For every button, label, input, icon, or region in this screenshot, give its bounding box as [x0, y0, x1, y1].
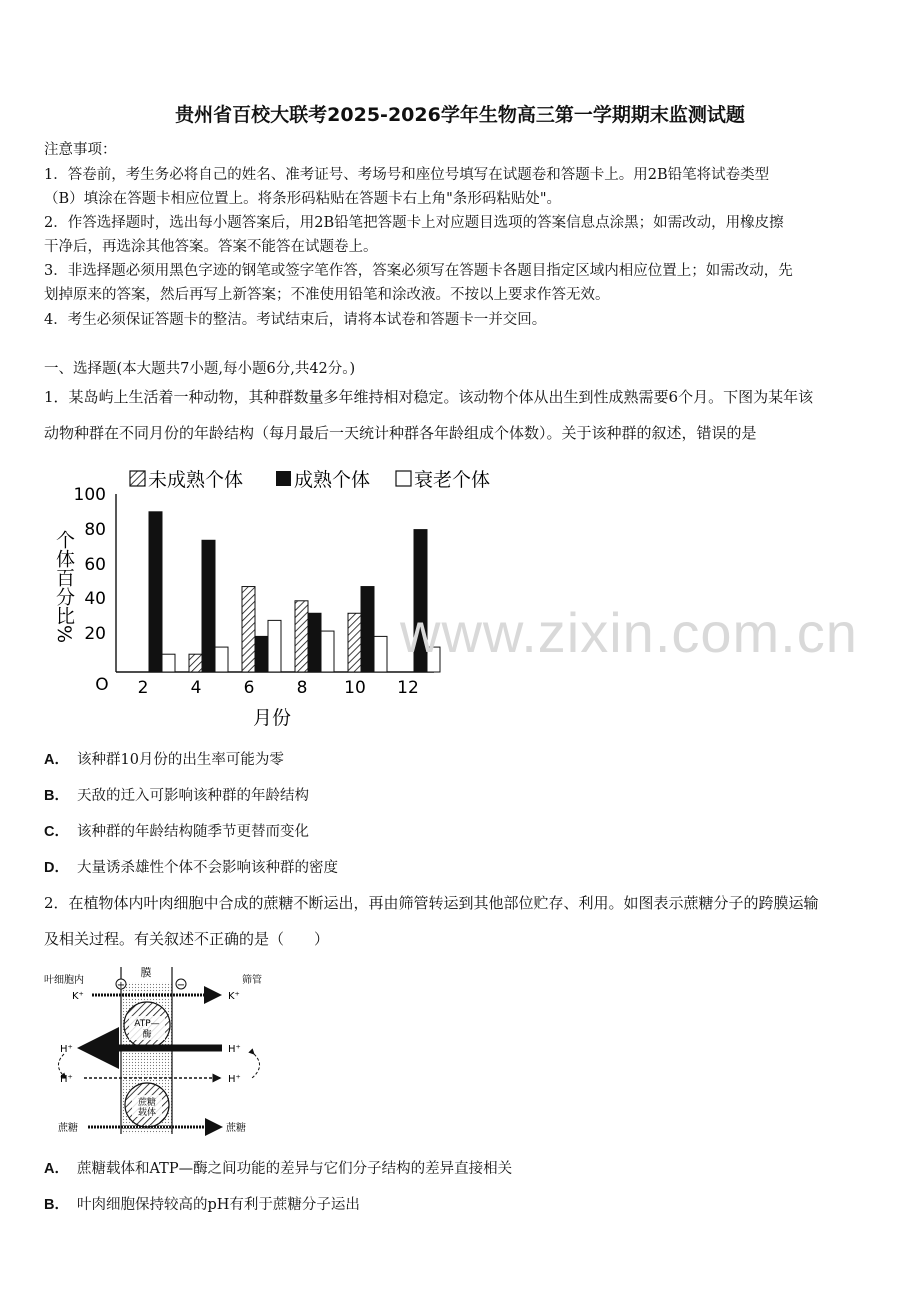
bar-mature — [149, 512, 162, 672]
page-title: 贵州省百校大联考2025-2026学年生物高三第一学期期末监测试题 — [175, 104, 745, 126]
bar-immature — [295, 601, 308, 672]
bar-immature — [189, 654, 202, 672]
bar-mature — [308, 613, 321, 672]
x-tick-label: 12 — [397, 678, 419, 698]
x-tick-label: 8 — [296, 678, 308, 698]
legend-swatch-old — [396, 471, 411, 486]
notice-line: （B）填涂在答题卡相应位置上。将条形码粘贴在答题卡右上角"条形码粘贴处"。 — [44, 191, 561, 207]
notice-heading: 注意事项： — [44, 142, 117, 158]
y-tick-label: 60 — [84, 555, 106, 575]
notice-line: 1．答卷前，考生务必将自己的姓名、准考证号、考场号和座位号填写在试题卷和答题卡上。用2B铅笔将试卷类型 — [44, 167, 770, 183]
bar-immature — [242, 587, 255, 672]
plus-sign: + — [116, 980, 126, 991]
q1-option-c[interactable]: C． 该种群的年龄结构随季节更替而变化 — [44, 824, 309, 840]
q2-option-a[interactable]: A． 蔗糖载体和ATP—酶之间功能的差异与它们分子结构的差异直接相关 — [44, 1161, 513, 1177]
notice-line: 4．考生必须保证答题卡的整洁。考试结束后，请将本试卷和答题卡一并交回。 — [44, 312, 547, 328]
atp-enzyme-label: ATP— — [134, 1019, 160, 1029]
q1-option-d[interactable]: D． 大量诱杀雄性个体不会影响该种群的密度 — [44, 860, 338, 876]
bar-old — [374, 636, 387, 672]
carrier-label: 载体 — [137, 1108, 157, 1118]
question-2-stem: 2．在植物体内叶肉细胞中合成的蔗糖不断运出，再由筛管转运到其他部位贮存、利用。如图表示蔗糖分子的跨膜运输 — [44, 894, 819, 912]
question-1-stem: 动物种群在不同月份的年龄结构（每月最后一天统计种群各年龄组成个体数）。关于该种群的叙述，错误的是 — [44, 424, 757, 442]
notice-line: 划掉原来的答案，然后再写上新答案；不准使用铅笔和涂改液。不按以上要求作答无效。 — [44, 287, 610, 303]
h-right-bottom-label: H⁺ — [228, 1074, 241, 1085]
membrane-label: 膜 — [140, 966, 152, 979]
q2-option-b[interactable]: B． 叶肉细胞保持较高的pH有利于蔗糖分子运出 — [44, 1197, 360, 1213]
y-tick-label: 100 — [73, 485, 106, 505]
y-tick-label: 80 — [84, 520, 106, 540]
notice-line: 2．作答选择题时，选出每小题答案后，用2B铅笔把答题卡上对应题目选项的答案信息点涂黑；如需改动，用橡皮擦 — [44, 215, 784, 231]
x-tick-label: 10 — [344, 678, 366, 698]
origin-label: O — [95, 675, 109, 695]
h-left-top-label: H⁺ — [60, 1044, 73, 1055]
bar-old — [321, 631, 334, 672]
bar-immature — [348, 613, 361, 672]
question-2-stem: 及相关过程。有关叙述不正确的是（ ） — [44, 930, 330, 948]
left-label: 叶细胞内 — [44, 975, 84, 986]
question-1-stem: 1．某岛屿上生活着一种动物，其种群数量多年维持相对稳定。该动物个体从出生到性成熟需要6个月。下图为某年该 — [44, 388, 814, 406]
sucrose-right-label: 蔗糖 — [226, 1123, 246, 1134]
x-tick-label: 6 — [243, 678, 255, 698]
x-tick-label: 4 — [190, 678, 202, 698]
k-left-label: K⁺ — [72, 991, 84, 1002]
bar-old — [268, 620, 281, 672]
bar-mature — [255, 636, 268, 672]
legend-swatch-immature — [130, 471, 145, 486]
notice-line: 干净后，再选涂其他答案。答案不能答在试题卷上。 — [44, 239, 378, 255]
y-tick-label: 20 — [84, 624, 106, 644]
minus-sign: − — [176, 980, 186, 991]
q1-option-a[interactable]: A． 该种群10月份的出生率可能为零 — [44, 752, 284, 768]
section-heading: 一、选择题(本大题共7小题,每小题6分,共42分。) — [44, 361, 356, 377]
watermark: www.zixin.com.cn — [400, 601, 858, 664]
membrane-transport-diagram — [44, 962, 284, 1142]
h-cycle-right-arrow — [252, 1054, 260, 1078]
k-right-label: K⁺ — [228, 991, 240, 1002]
notice-line: 3．非选择题必须用黑色字迹的钢笔或签字笔作答，答案必须写在答题卡各题目指定区域内相应位置上；如需改动，先 — [44, 263, 793, 279]
bar-old — [162, 654, 175, 672]
carrier-label: 蔗糖 — [137, 1098, 157, 1108]
h-right-top-label: H⁺ — [228, 1044, 241, 1055]
q1-option-b[interactable]: B． 天敌的迁入可影响该种群的年龄结构 — [44, 788, 309, 804]
h-left-bottom-label: H⁺ — [60, 1074, 73, 1085]
x-tick-label: 2 — [137, 678, 149, 698]
legend-label: 未成熟个体 — [148, 469, 244, 491]
legend-swatch-mature — [276, 471, 291, 486]
bar-mature — [361, 587, 374, 672]
atp-enzyme-label: 酶 — [142, 1030, 152, 1040]
legend-label: 衰老个体 — [414, 469, 491, 491]
sucrose-left-label: 蔗糖 — [58, 1123, 78, 1134]
bar-old — [215, 647, 228, 672]
right-label: 筛管 — [242, 975, 262, 986]
bar-mature — [202, 540, 215, 672]
x-axis-label: 月份 — [252, 707, 292, 729]
legend-label: 成熟个体 — [294, 469, 371, 491]
y-tick-label: 40 — [84, 589, 106, 609]
y-axis-label: 个体百分比% — [53, 530, 75, 644]
